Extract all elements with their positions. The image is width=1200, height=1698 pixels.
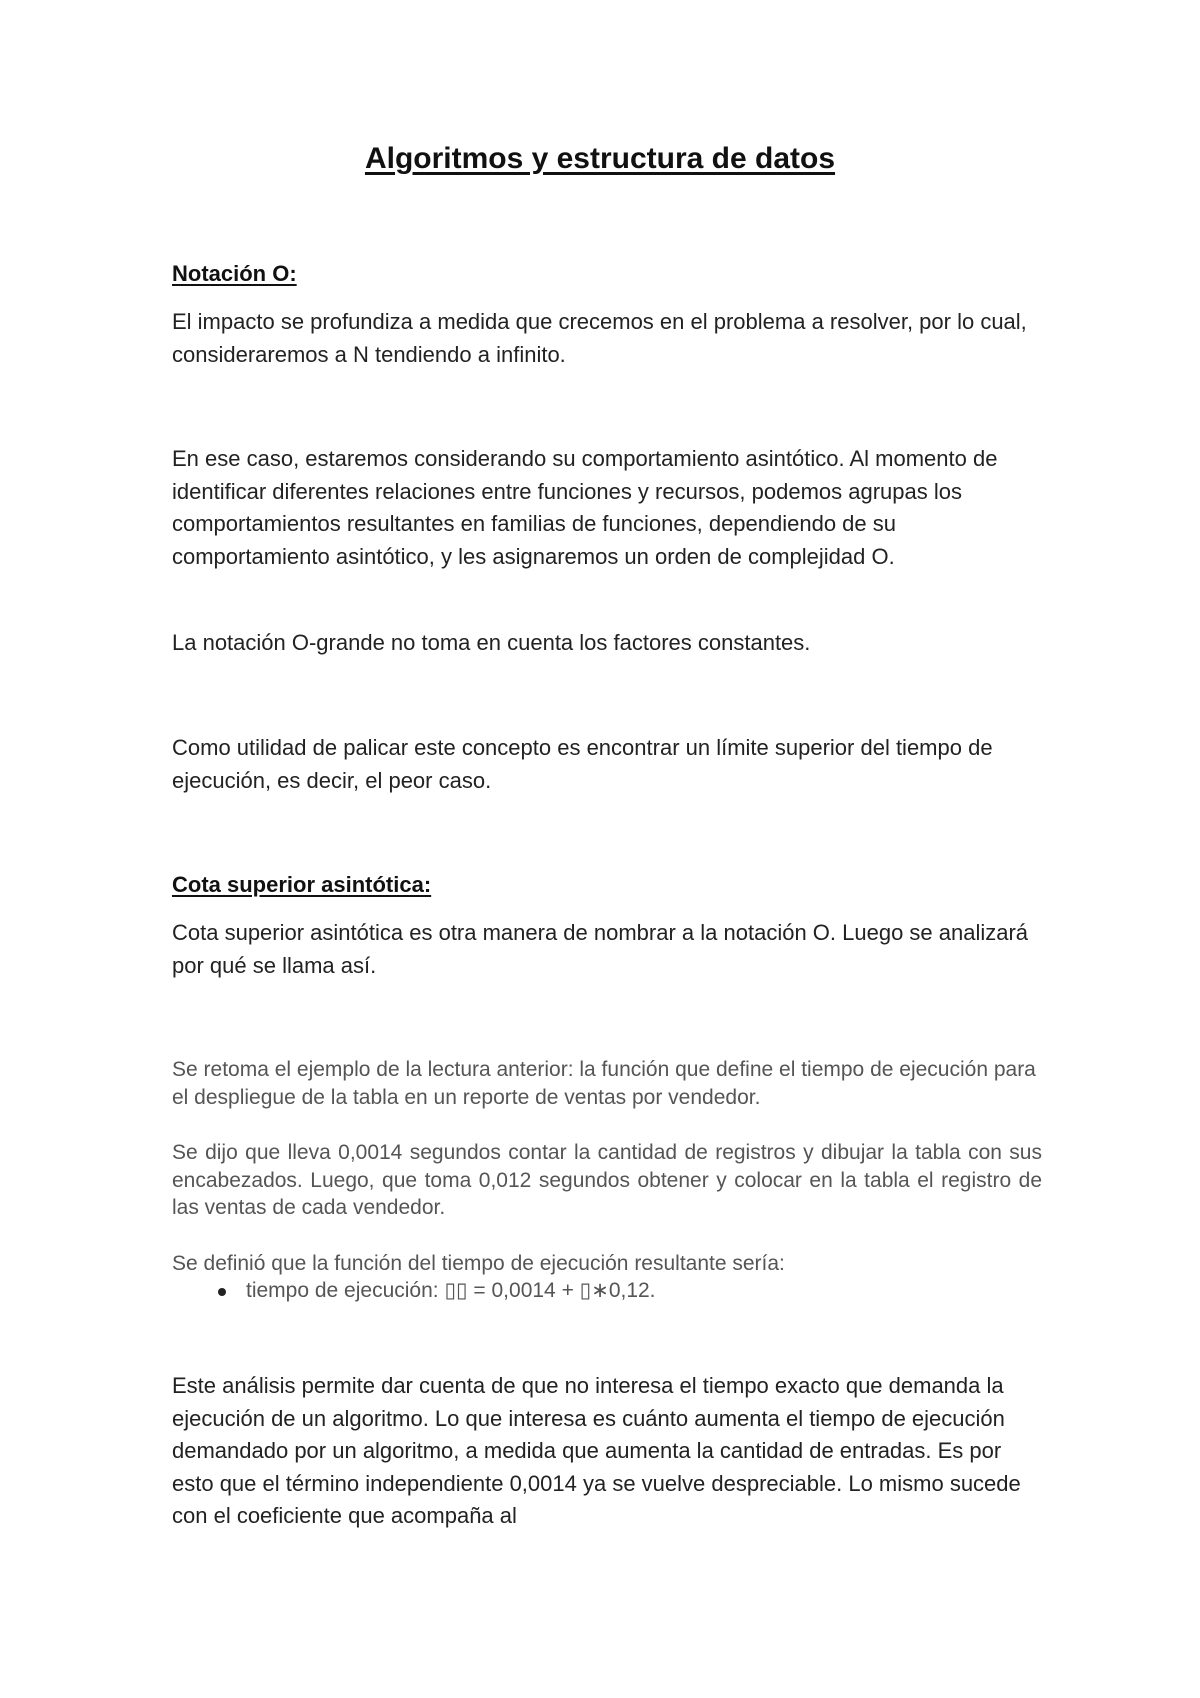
- section-heading-notacion-o: Notación O:: [172, 261, 297, 286]
- document-title: Algoritmos y estructura de datos: [364, 142, 836, 175]
- bullet-icon: [218, 1288, 226, 1296]
- paragraph-impacto: El impacto se profundiza a medida que crecemos en el problema a resolver, por lo cual, consideraremos a N tendiendo a infinito.: [172, 309, 1027, 367]
- bullet-list: [218, 1277, 1018, 1305]
- bullet-text: tiempo de ejecución: ▯▯ = 0,0014 + ▯∗0,12.: [246, 1279, 656, 1302]
- paragraph-cota-superior: Cota superior asintótica es otra manera de nombrar a la notación O. Luego se analizará por qué se llama así.: [172, 920, 1029, 978]
- paragraph-factores-constantes: La notación O-grande no toma en cuenta los factores constantes.: [172, 630, 811, 655]
- paragraph-analisis: Este análisis permite dar cuenta de que no interesa el tiempo exacto que demanda la ejecución de un algoritmo. Lo que interesa es cuánto aumenta el tiempo de ejecución demandado por un algoritmo, a medida que aumenta la cantidad de entradas. Es por esto que el término independiente 0,0014 ya se vuelve despreciable. Lo mismo sucede con el coeficiente que acompaña al: [172, 1373, 1021, 1528]
- paragraph-segundos: Se dijo que lleva 0,0014 segundos contar la cantidad de registros y dibujar la tabla con sus encabezados. Luego, que toma 0,012 segundos obtener y colocar en la tabla el registro de las ventas de cada vendedor.: [172, 1141, 1042, 1219]
- paragraph-limite-superior: Como utilidad de palicar este concepto es encontrar un límite superior del tiempo de ejecución, es decir, el peor caso.: [172, 735, 993, 793]
- paragraph-ejemplo: Se retoma el ejemplo de la lectura anterior: la función que define el tiempo de ejecución para el despliegue de la tabla en un reporte de ventas por vendedor.: [172, 1058, 1036, 1109]
- paragraph-funcion-definida: Se definió que la función del tiempo de ejecución resultante sería:: [172, 1252, 785, 1275]
- section-heading-cota-superior: Cota superior asintótica:: [172, 872, 432, 897]
- list-item: [218, 1277, 1018, 1305]
- paragraph-comportamiento-asintotico: En ese caso, estaremos considerando su comportamiento asintótico. Al momento de identificar diferentes relaciones entre funciones y recursos, podemos agrupas los comportamientos resultantes en familias de funciones, dependiendo de su comportamiento asintótico, y les asignaremos un orden de complejidad O.: [172, 446, 998, 569]
